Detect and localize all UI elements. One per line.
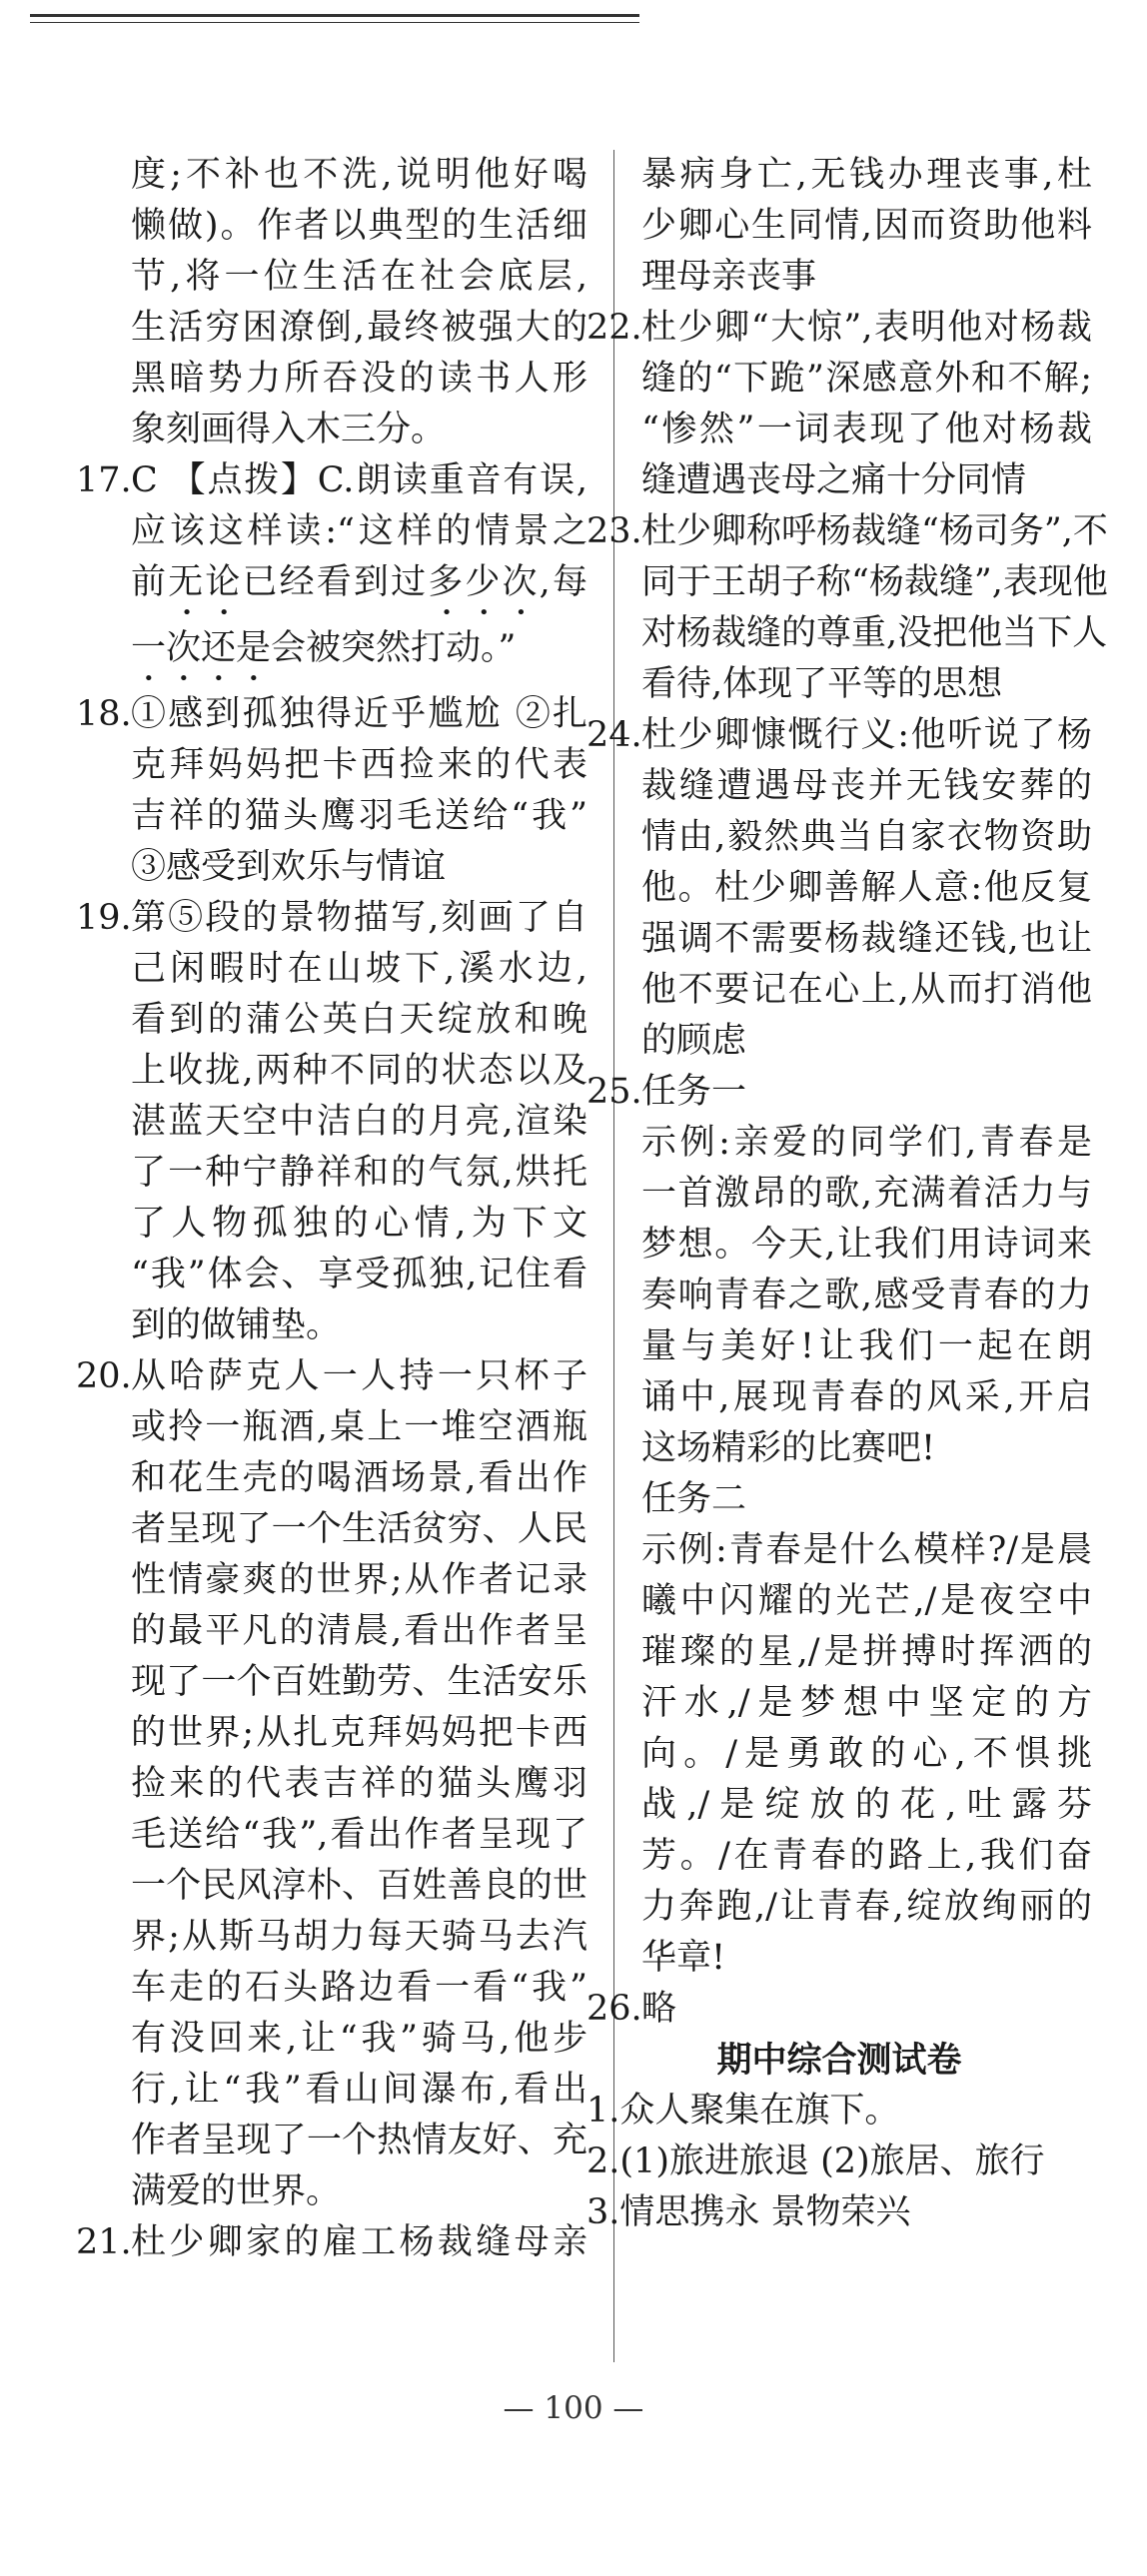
text-line: 满爱的世界。	[131, 2171, 342, 2211]
text-line: 了人物孤独的心情,为下文	[131, 1204, 587, 1244]
text-line: 应该这样读:“这样的情景之	[131, 511, 587, 551]
text-line: 象刻画得入木三分。	[131, 410, 447, 449]
text-line: 现了一个百姓勤劳、生活安乐	[131, 1662, 587, 1702]
text-line: 情由,毅然典当自家衣物资助	[641, 817, 1092, 857]
text-line: 作者呈现了一个热情友好、充	[131, 2121, 587, 2160]
text-line: 芳。/在青春的路上,我们奋	[641, 1836, 1092, 1876]
text-line: 力奔跑,/让青春,绽放绚丽的	[641, 1887, 1092, 1927]
text-line: 第⑤段的景物描写,刻画了自	[131, 898, 587, 938]
text-line: 缝遭遇丧母之痛十分同情	[641, 460, 1027, 500]
text-line: 捡来的代表吉祥的猫头鹰羽	[131, 1764, 587, 1804]
text-line: 他不要记在心上,从而打消他	[641, 970, 1092, 1010]
text-line: 节,将一位生活在社会底层,	[131, 257, 587, 297]
header-rule-thin	[30, 22, 639, 23]
answer-26	[586, 1984, 1092, 2035]
answer-number: 25.	[586, 1072, 642, 1112]
text-line: 到的做铺垫。	[131, 1305, 342, 1345]
text-line: 性情豪爽的世界;从作者记录	[131, 1560, 587, 1600]
text-line: 他。杜少卿善解人意:他反复	[641, 868, 1092, 908]
text-line: 华章!	[641, 1938, 726, 1978]
text-line: 略	[641, 1989, 677, 2029]
answer-line: 1.众人聚集在旗下。	[586, 2091, 900, 2131]
text-line: 从哈萨克人一人持一只杯子	[131, 1356, 587, 1396]
text-line: 缝的“下跪”深感意外和不解;	[641, 359, 1092, 399]
answer-number: 21.	[76, 2222, 132, 2262]
text-line: 汗水,/是梦想中坚定的方	[641, 1683, 1092, 1723]
text-line: 界;从斯马胡力每天骑马去汽	[131, 1917, 587, 1957]
answer-25	[586, 1067, 1092, 1984]
answer-number: 26.	[586, 1989, 642, 2029]
task-label: 任务二	[641, 1479, 747, 1519]
text-line: 战,/是绽放的花,吐露芬	[641, 1785, 1092, 1825]
section-title: 期中综合测试卷	[716, 2040, 962, 2081]
text-line: 示例:亲爱的同学们,青春是	[641, 1123, 1092, 1163]
text-line: 璀璨的星,/是拼搏时挥洒的	[641, 1632, 1092, 1672]
text-line: 有没回来,让“我”骑马,他步	[131, 2019, 587, 2059]
text-line: 向。/是勇敢的心,不惧挑	[641, 1734, 1092, 1774]
text-line: 的最平凡的清晨,看出作者呈	[131, 1611, 587, 1651]
answer-19	[76, 893, 587, 1351]
text-line: 车走的石头路边看一看“我”	[131, 1968, 587, 2008]
answer-number: 23.	[586, 511, 642, 551]
answer-number: 22.	[586, 308, 642, 348]
text-line: 对杨裁缝的尊重,没把他当下人	[641, 613, 1108, 653]
text-line: 杜少卿家的雇工杨裁缝母亲	[131, 2222, 587, 2262]
header-rule-thick	[30, 14, 639, 17]
answer-17	[76, 455, 587, 689]
task-label: 任务一	[641, 1072, 747, 1112]
answer-20	[76, 1351, 587, 2217]
text-line: 一首激昂的歌,充满着活力与	[641, 1174, 1092, 1214]
text-line: 暴病身亡,无钱办理丧事,杜	[641, 155, 1092, 195]
text-line: 强调不需要杨裁缝还钱,也让	[641, 919, 1092, 959]
text-line: 者呈现了一个生活贫穷、人民	[131, 1509, 587, 1549]
text-line: 克拜妈妈把卡西捡来的代表	[131, 745, 587, 785]
text-line: 的顾虑	[641, 1021, 747, 1061]
answer-22	[586, 303, 1092, 506]
text-line: 看待,体现了平等的思想	[641, 664, 1003, 704]
text-line: 奏响青春之歌,感受青春的力	[641, 1276, 1092, 1315]
text-line: 裁缝遭遇母丧并无钱安葬的	[641, 766, 1092, 806]
text-line: “惨然”一词表现了他对杨裁	[641, 410, 1092, 449]
text-line: 度;不补也不洗,说明他好喝	[131, 155, 587, 195]
text-line: 理母亲丧事	[641, 257, 817, 297]
text-line: 杜少卿慷慨行义:他听说了杨	[641, 715, 1092, 755]
answer-number: 17.	[76, 460, 132, 500]
text-line: 示例:青春是什么模样?/是晨	[641, 1530, 1092, 1570]
text-line: 同于王胡子称“杨裁缝”,表现他	[641, 562, 1108, 602]
text-line: 黑暗势力所吞没的读书人形	[131, 359, 587, 399]
text-line: 或拎一瓶酒,桌上一堆空酒瓶	[131, 1407, 587, 1447]
text-line: ①感到孤独得近乎尴尬 ②扎	[131, 694, 587, 734]
text-line: 己闲暇时在山坡下,溪水边,	[131, 949, 587, 989]
text-line: C 【点拨】C.朗读重音有误,	[131, 460, 587, 500]
text-line: 上收拢,两种不同的状态以及	[131, 1051, 587, 1091]
text-line: ③感受到欢乐与情谊	[131, 847, 447, 887]
answer-23	[586, 506, 1108, 710]
text-line: 杜少卿“大惊”,表明他对杨裁	[641, 308, 1092, 348]
text-line: 懒做)。作者以典型的生活细	[131, 206, 587, 246]
text-line: 生活穷困潦倒,最终被强大的	[131, 308, 587, 348]
answer-number: 24.	[586, 715, 642, 755]
text-line: 少卿心生同情,因而资助他料	[641, 206, 1092, 246]
text-line: “我”体会、享受孤独,记住看	[131, 1255, 587, 1294]
text-line: 行,让“我”看山间瀑布,看出	[131, 2070, 587, 2110]
answer-18	[76, 689, 587, 893]
answer-number: 18.	[76, 694, 132, 734]
text-line: 梦想。今天,让我们用诗词来	[641, 1225, 1092, 1265]
continued-answer-21	[586, 150, 1092, 303]
text-line: 看到的蒲公英白天绽放和晚	[131, 1000, 587, 1040]
page-number: — 100 —	[503, 2390, 644, 2426]
text-line-emphasis: 一次还是会被突然打动。”	[131, 628, 517, 668]
text-line: 了一种宁静祥和的气氛,烘托	[131, 1153, 587, 1193]
text-line: 诵中,展现青春的风采,开启	[641, 1377, 1092, 1417]
left-column	[76, 150, 587, 2268]
answer-line: 2.(1)旅进旅退 (2)旅居、旅行	[586, 2142, 1045, 2181]
answer-21	[76, 2217, 587, 2268]
text-line: 一个民风淳朴、百姓善良的世	[131, 1866, 587, 1906]
text-line: 和花生壳的喝酒场景,看出作	[131, 1458, 587, 1498]
answer-number: 19.	[76, 898, 132, 938]
answer-line: 3.情思携永 景物荣兴	[586, 2192, 911, 2232]
right-column	[586, 150, 1108, 2238]
text-line: 杜少卿称呼杨裁缝“杨司务”,不	[641, 511, 1108, 551]
text-line: 曦中闪耀的光芒,/是夜空中	[641, 1581, 1092, 1621]
text-line: 量与美好!让我们一起在朗	[641, 1326, 1092, 1366]
text-line: 的世界;从扎克拜妈妈把卡西	[131, 1713, 587, 1753]
text-line: 毛送给“我”,看出作者呈现了	[131, 1815, 587, 1855]
continued-answer-16	[76, 150, 587, 455]
text-line-emphasis: 前无论已经看到过多少次,每	[131, 562, 587, 602]
text-line: 湛蓝天空中洁白的月亮,渲染	[131, 1102, 587, 1142]
text-line: 这场精彩的比赛吧!	[641, 1428, 936, 1468]
answer-number: 20.	[76, 1356, 132, 1396]
text-line: 吉祥的猫头鹰羽毛送给“我”	[131, 796, 587, 836]
answer-24	[586, 710, 1092, 1067]
